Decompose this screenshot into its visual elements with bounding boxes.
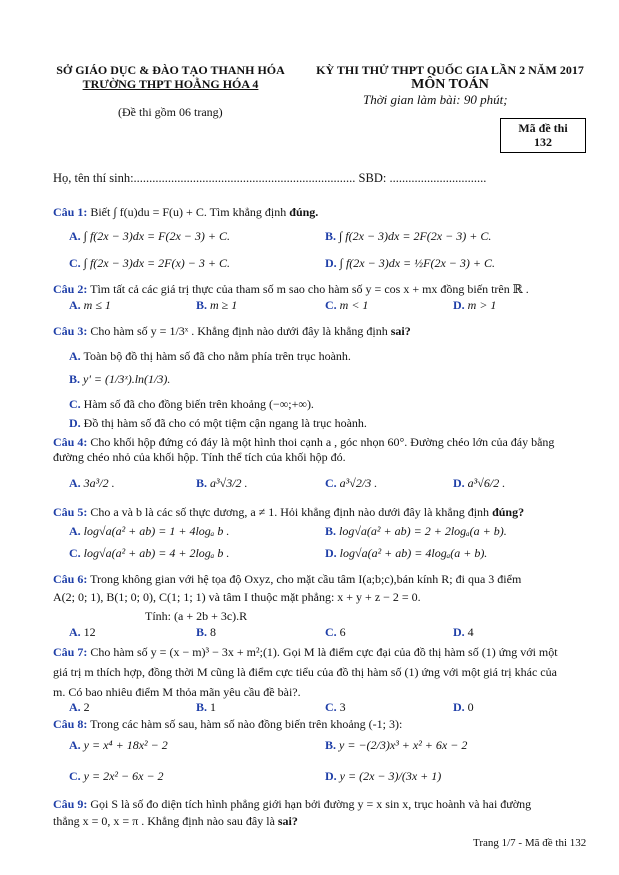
exam-title: KỲ THI THỬ THPT QUỐC GIA LẦN 2 NĂM 2017 — [316, 63, 584, 77]
question-6: Câu 6: Trong không gian với hệ tọa độ Oxyz, cho mặt cầu tâm I(a;b;c),bán kính R; đi qua 3 điểm — [53, 572, 522, 586]
q3-option-b: B. y' = (1/3ˣ).ln(1/3). — [69, 372, 171, 386]
question-7-line2: giá trị m thích hợp, đồng thời M cũng là điểm cực tiểu của đồ thị hàm số (1) ứng với một giá trị khác của — [53, 665, 557, 679]
q2-option-d: D. m > 1 — [453, 298, 497, 312]
q1-option-b: B. ∫ f(2x − 3)dx = 2F(2x − 3) + C. — [325, 229, 492, 243]
q4-option-d: D. a³√6/2 . — [453, 476, 506, 490]
question-8: Câu 8: Trong các hàm số sau, hàm số nào đồng biến trên khoảng (-1; 3): — [53, 717, 403, 731]
q8-option-c: C. y = 2x² − 6x − 2 — [69, 769, 164, 783]
q3-option-a: A. Toàn bộ đồ thị hàm số đã cho nằm phía trên trục hoành. — [69, 349, 351, 363]
q2-option-a: A. m ≤ 1 — [69, 298, 111, 312]
subject-title: MÔN TOÁN — [411, 77, 489, 92]
q7-option-d: D. 0 — [453, 700, 474, 714]
q5-option-c: C. log√a(a² + ab) = 4 + 2logₐ b . — [69, 546, 230, 560]
q3-option-c: C. Hàm số đã cho đồng biến trên khoảng (−∞;+∞). — [69, 397, 314, 411]
q2-option-c: C. m < 1 — [325, 298, 369, 312]
exam-code-box — [500, 118, 586, 153]
question-1 — [53, 205, 598, 220]
q7-option-b: B. 1 — [196, 700, 217, 714]
time-limit: Thời gian làm bài: 90 phút; — [363, 92, 508, 107]
q8-option-d: D. y = (2x − 3)/(3x + 1) — [325, 769, 442, 783]
page-footer: Trang 1/7 - Mã đề thi 132 — [473, 837, 587, 849]
q8-option-a: A. y = x⁴ + 18x² − 2 — [69, 738, 168, 752]
q2-option-b: B. m ≥ 1 — [196, 298, 238, 312]
student-info-line: Họ, tên thí sinh:....................................................................... SBD: ............................... — [53, 171, 487, 185]
q1-bold: đúng. — [289, 205, 319, 219]
q5-option-a: A. log√a(a² + ab) = 1 + 4logₐ b . — [69, 524, 230, 538]
q5-option-b: B. log√a(a² + ab) = 2 + 2logₐ(a + b). — [325, 524, 507, 538]
q5-option-d: D. log√a(a² + ab) = 4logₐ(a + b). — [325, 546, 488, 560]
exam-code-value: 132 — [534, 135, 552, 149]
question-6-line2: A(2; 0; 1), B(1; 0; 0), C(1; 1; 1) và tâm I thuộc mặt phẳng: x + y + z − 2 = 0. — [53, 590, 421, 604]
question-3: Câu 3: Cho hàm số y = 1/3ˣ . Khẳng định nào dưới đây là khẳng định sai? — [53, 324, 411, 338]
question-9: Câu 9: Gọi S là số đo diện tích hình phẳng giới hạn bởi đường y = x sin x, trục hoành và hai đường — [53, 797, 532, 811]
q1-option-a: A. ∫ f(2x − 3)dx = F(2x − 3) + C. — [69, 229, 230, 243]
q1-label: Câu 1: — [53, 205, 88, 219]
q8-option-b: B. y = −(2/3)x³ + x² + 6x − 2 — [325, 738, 468, 752]
question-4: Câu 4: Cho khối hộp đứng có đáy là một hình thoi cạnh a , góc nhọn 60°. Đường chéo lớn của đáy bằng — [53, 435, 555, 449]
question-7: Câu 7: Cho hàm số y = (x − m)³ − 3x + m²;(1). Gọi M là điểm cực đại của đồ thị hàm số (1) ứng với một — [53, 645, 558, 659]
q4-option-b: B. a³√3/2 . — [196, 476, 248, 490]
q7-option-c: C. 3 — [325, 700, 346, 714]
question-4-line2: đường chéo nhỏ của khối hộp. Tính thể tích của khối hộp đó. — [53, 450, 346, 464]
exam-code-label: Mã đề thi — [518, 121, 568, 135]
question-5: Câu 5: Cho a và b là các số thực dương, a ≠ 1. Hỏi khẳng định nào dưới đây là khẳng định đúng? — [53, 505, 525, 519]
q1-text: Biết ∫ f(u)du = F(u) + C. Tìm khẳng định — [90, 205, 290, 219]
q1-option-c: C. ∫ f(2x − 3)dx = 2F(x) − 3 + C. — [69, 256, 230, 270]
question-2: Câu 2: Tìm tất cả các giá trị thực của tham số m sao cho hàm số y = cos x + mx đồng biến trên ℝ . — [53, 282, 529, 296]
q6-option-a: A. 12 — [69, 625, 96, 639]
q6-option-d: D. 4 — [453, 625, 474, 639]
q6-option-c: C. 6 — [325, 625, 346, 639]
page-count-note: (Đề thi gồm 06 trang) — [118, 105, 223, 119]
q6-option-b: B. 8 — [196, 625, 217, 639]
question-9-line2: thẳng x = 0, x = π . Khẳng định nào sau đây là sai? — [53, 814, 298, 828]
q1-option-d: D. ∫ f(2x − 3)dx = ½F(2x − 3) + C. — [325, 256, 495, 270]
question-6-line3: Tính: (a + 2b + 3c).R — [145, 609, 248, 623]
q4-option-c: C. a³√2/3 . — [325, 476, 378, 490]
q4-option-a: A. 3a³/2 . — [69, 476, 115, 490]
q3-option-d: D. Đồ thị hàm số đã cho có một tiệm cận ngang là trục hoành. — [69, 416, 367, 430]
school-name: TRƯỜNG THPT HOẰNG HÓA 4 — [82, 77, 259, 91]
q7-option-a: A. 2 — [69, 700, 90, 714]
dept-name: SỞ GIÁO DỤC & ĐÀO TẠO THANH HÓA — [56, 63, 285, 77]
question-7-line3: m. Có bao nhiêu điểm M thỏa mãn yêu cầu đề bài?. — [53, 685, 301, 699]
